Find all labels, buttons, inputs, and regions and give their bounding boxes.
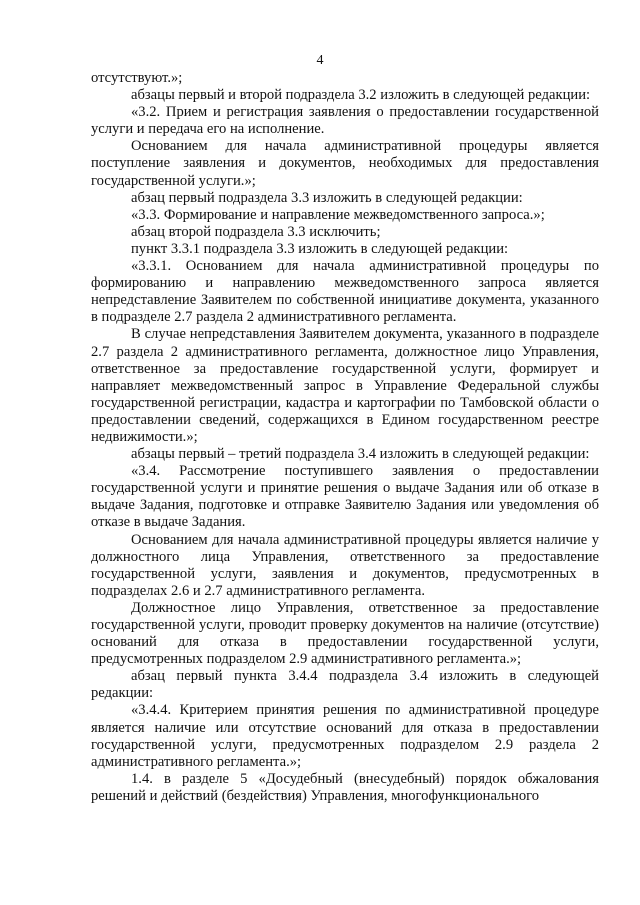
paragraph: абзац первый пункта 3.4.4 подраздела 3.4 изложить в следующей редакции: (91, 668, 599, 702)
paragraph: абзацы первый и второй подраздела 3.2 изложить в следующей редакции: (131, 87, 591, 104)
paragraph: абзац первый подраздела 3.3 изложить в следующей редакции: (131, 189, 523, 206)
paragraph: В случае непредставления Заявителем документа, указанного в подразделе 2.7 раздела 2 административного регламента, должностное лицо Управления, ответственное за предоставление государственной услуги, формирует и направляет межведомственный запрос в Управление Федеральной службы государственной регистрации, кадастра и картографии по Тамбовской области о предоставлении сведений, содержащихся в Едином государственном реестре недвижимости.»; (91, 326, 599, 445)
paragraph: абзацы первый – третий подраздела 3.4 изложить в следующей редакции: (131, 446, 590, 463)
paragraph: Должностное лицо Управления, ответственное за предоставление государственной услуги, проводит проверку документов на наличие (отсутствие) оснований для отказа в предоставлении государственной услуги, предусмотренных подразделом 2.9 административного регламента.»; (91, 599, 599, 668)
paragraph: Основанием для начала административной процедуры является поступление заявления и документов, необходимых для предоставления государственной услуги.»; (91, 138, 599, 189)
paragraph: отсутствуют.»; (91, 70, 183, 86)
paragraph: пункт 3.3.1 подраздела 3.3 изложить в следующей редакции: (131, 240, 509, 257)
paragraph: «3.2. Прием и регистрация заявления о предоставлении государственной услуги и передача его на исполнение. (91, 104, 599, 138)
paragraph: «3.3. Формирование и направление межведомственного запроса.»; (131, 206, 545, 223)
page-number: 4 (316, 53, 324, 68)
paragraph: «3.3.1. Основанием для начала административной процедуры по формированию и направлению межведомственного запроса является непредставление Заявителем по собственной инициативе документа, указанного в подразделе 2.7 раздела 2 административного регламента. (91, 258, 599, 326)
document-body (91, 70, 599, 805)
paragraph: 1.4. в разделе 5 «Досудебный (внесудебный) порядок обжалования решений и действий (бездействия) Управления, многофункционального (91, 770, 599, 804)
paragraph: «3.4. Рассмотрение поступившего заявления о предоставлении государственной услуги и принятие решения о выдаче Задания или об отказе в выдаче Задания, подготовке и отправке Заявителю Задания или уведомления об отказе в выдаче Задания. (91, 463, 599, 531)
paragraph: абзац второй подраздела 3.3 исключить; (131, 223, 381, 240)
paragraph: Основанием для начала административной процедуры является наличие у должностного лица Управления, ответственного за предоставление государственной услуги, заявления и документов, предусмотренных в подразделах 2.6 и 2.7 административного регламента. (91, 531, 599, 599)
paragraph: «3.4.4. Критерием принятия решения по административной процедуре является наличие или отсутствие оснований для отказа в предоставлении государственной услуги, предусмотренных подразделом 2.9 раздела 2 административного регламента.»; (91, 702, 599, 770)
